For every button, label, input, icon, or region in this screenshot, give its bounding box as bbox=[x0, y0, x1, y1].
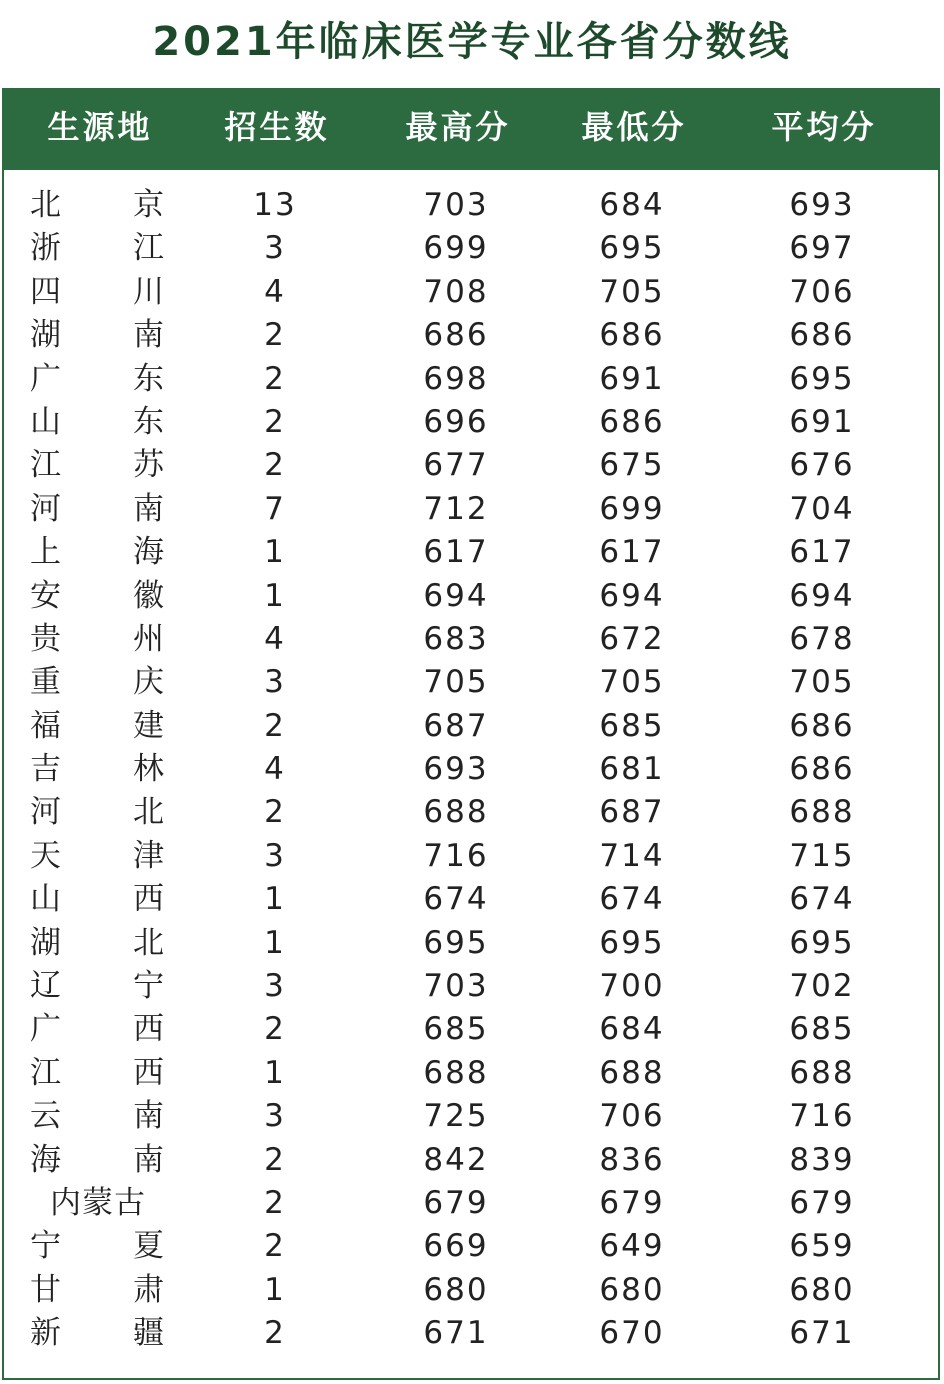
cell-min-score: 685 bbox=[599, 707, 665, 744]
cell-min-score: 714 bbox=[599, 837, 665, 874]
cell-min-score: 688 bbox=[599, 1054, 665, 1091]
cell-avg-score: 706 bbox=[789, 273, 855, 310]
cell-avg-score: 671 bbox=[789, 1315, 855, 1352]
table-row bbox=[0, 401, 944, 444]
cell-min-score: 617 bbox=[599, 534, 665, 571]
cell-province: 湖 北 bbox=[30, 924, 166, 961]
cell-max-score: 680 bbox=[423, 1271, 489, 1308]
cell-province: 江 苏 bbox=[30, 447, 166, 484]
cell-max-score: 725 bbox=[423, 1098, 489, 1135]
cell-avg-score: 680 bbox=[789, 1271, 855, 1308]
cell-province: 河 北 bbox=[30, 794, 166, 831]
table-row bbox=[0, 488, 944, 531]
table-row bbox=[0, 661, 944, 704]
table-row bbox=[0, 922, 944, 965]
table-row bbox=[0, 314, 944, 357]
cell-max-score: 842 bbox=[423, 1141, 489, 1178]
table-row bbox=[0, 1182, 944, 1225]
cell-min-score: 684 bbox=[599, 1011, 665, 1048]
cell-avg-score: 715 bbox=[789, 837, 855, 874]
cell-avg-score: 678 bbox=[789, 620, 855, 657]
cell-min-score: 699 bbox=[599, 490, 665, 527]
cell-province: 海 南 bbox=[30, 1141, 166, 1178]
table-row bbox=[0, 1008, 944, 1051]
table-row bbox=[0, 1312, 944, 1355]
cell-max-score: 696 bbox=[423, 403, 489, 440]
cell-max-score: 677 bbox=[423, 447, 489, 484]
cell-enrollment: 2 bbox=[264, 1228, 286, 1265]
cell-avg-score: 693 bbox=[789, 187, 855, 223]
cell-min-score: 680 bbox=[599, 1271, 665, 1308]
cell-min-score: 674 bbox=[599, 881, 665, 918]
cell-enrollment: 2 bbox=[264, 794, 286, 831]
cell-avg-score: 839 bbox=[789, 1141, 855, 1178]
cell-min-score: 695 bbox=[599, 230, 665, 267]
table-row bbox=[0, 575, 944, 618]
cell-min-score: 675 bbox=[599, 447, 665, 484]
cell-max-score: 699 bbox=[423, 230, 489, 267]
cell-enrollment: 4 bbox=[264, 620, 286, 657]
table-row bbox=[0, 878, 944, 921]
cell-avg-score: 676 bbox=[789, 447, 855, 484]
cell-province: 云 南 bbox=[30, 1098, 166, 1135]
cell-min-score: 687 bbox=[599, 794, 665, 831]
cell-max-score: 671 bbox=[423, 1315, 489, 1352]
table-row bbox=[0, 1095, 944, 1138]
cell-min-score: 706 bbox=[599, 1098, 665, 1135]
cell-province: 北 京 bbox=[30, 187, 166, 223]
cell-min-score: 672 bbox=[599, 620, 665, 657]
cell-max-score: 694 bbox=[423, 577, 489, 614]
cell-max-score: 617 bbox=[423, 534, 489, 571]
header-avg-score: 平均分 bbox=[771, 108, 877, 146]
cell-enrollment: 3 bbox=[264, 664, 286, 701]
cell-province: 吉 林 bbox=[30, 751, 166, 788]
cell-province: 甘 肃 bbox=[30, 1271, 166, 1308]
cell-avg-score: 686 bbox=[789, 317, 855, 354]
cell-enrollment: 1 bbox=[264, 577, 286, 614]
cell-min-score: 679 bbox=[599, 1184, 665, 1221]
table-row bbox=[0, 705, 944, 748]
cell-province: 天 津 bbox=[30, 837, 166, 874]
cell-enrollment: 1 bbox=[264, 534, 286, 571]
table-row bbox=[0, 444, 944, 487]
cell-avg-score: 716 bbox=[789, 1098, 855, 1135]
table-row bbox=[0, 965, 944, 1008]
cell-min-score: 686 bbox=[599, 317, 665, 354]
table-row bbox=[0, 358, 944, 401]
cell-avg-score: 705 bbox=[789, 664, 855, 701]
cell-max-score: 705 bbox=[423, 664, 489, 701]
table-row bbox=[0, 791, 944, 834]
cell-enrollment: 2 bbox=[264, 1011, 286, 1048]
cell-province: 湖 南 bbox=[30, 317, 166, 354]
cell-enrollment: 3 bbox=[264, 1098, 286, 1135]
table-row bbox=[0, 1225, 944, 1268]
cell-enrollment: 1 bbox=[264, 1054, 286, 1091]
cell-province: 安 徽 bbox=[30, 577, 166, 614]
cell-avg-score: 691 bbox=[789, 403, 855, 440]
table-row bbox=[0, 835, 944, 878]
cell-min-score: 705 bbox=[599, 273, 665, 310]
cell-min-score: 681 bbox=[599, 751, 665, 788]
cell-enrollment: 2 bbox=[264, 360, 286, 397]
cell-avg-score: 617 bbox=[789, 534, 855, 571]
cell-max-score: 716 bbox=[423, 837, 489, 874]
cell-province: 宁 夏 bbox=[30, 1228, 166, 1265]
cell-max-score: 698 bbox=[423, 360, 489, 397]
cell-avg-score: 686 bbox=[789, 751, 855, 788]
cell-province: 浙 江 bbox=[30, 230, 166, 267]
cell-enrollment: 1 bbox=[264, 1271, 286, 1308]
cell-max-score: 688 bbox=[423, 1054, 489, 1091]
table-body bbox=[0, 184, 944, 1356]
cell-max-score: 669 bbox=[423, 1228, 489, 1265]
cell-max-score: 703 bbox=[423, 187, 489, 223]
page-title: 2021年临床医学专业各省分数线 bbox=[152, 19, 792, 65]
cell-enrollment: 2 bbox=[264, 1141, 286, 1178]
table-row bbox=[0, 531, 944, 574]
cell-avg-score: 679 bbox=[789, 1184, 855, 1221]
cell-enrollment: 2 bbox=[264, 317, 286, 354]
table-row bbox=[0, 1269, 944, 1312]
header-min-score: 最低分 bbox=[581, 108, 687, 146]
cell-avg-score: 704 bbox=[789, 490, 855, 527]
cell-avg-score: 694 bbox=[789, 577, 855, 614]
cell-min-score: 686 bbox=[599, 403, 665, 440]
cell-province: 贵 州 bbox=[30, 620, 166, 657]
cell-max-score: 687 bbox=[423, 707, 489, 744]
cell-enrollment: 4 bbox=[264, 273, 286, 310]
cell-province: 广 西 bbox=[30, 1011, 166, 1048]
cell-min-score: 695 bbox=[599, 924, 665, 961]
cell-province: 内蒙古 bbox=[50, 1184, 146, 1221]
cell-enrollment: 1 bbox=[264, 881, 286, 918]
cell-province: 山 西 bbox=[30, 881, 166, 918]
cell-min-score: 694 bbox=[599, 577, 665, 614]
cell-province: 上 海 bbox=[30, 534, 166, 571]
cell-min-score: 700 bbox=[599, 968, 665, 1005]
cell-max-score: 703 bbox=[423, 968, 489, 1005]
cell-max-score: 695 bbox=[423, 924, 489, 961]
cell-province: 山 东 bbox=[30, 403, 166, 440]
table-row bbox=[0, 1052, 944, 1095]
cell-province: 辽 宁 bbox=[30, 968, 166, 1005]
cell-min-score: 691 bbox=[599, 360, 665, 397]
cell-province: 四 川 bbox=[30, 273, 166, 310]
table-row bbox=[0, 748, 944, 791]
cell-max-score: 686 bbox=[423, 317, 489, 354]
cell-enrollment: 13 bbox=[253, 187, 297, 223]
cell-enrollment: 4 bbox=[264, 751, 286, 788]
cell-avg-score: 686 bbox=[789, 707, 855, 744]
cell-min-score: 670 bbox=[599, 1315, 665, 1352]
cell-avg-score: 702 bbox=[789, 968, 855, 1005]
table-row bbox=[0, 271, 944, 314]
cell-max-score: 674 bbox=[423, 881, 489, 918]
cell-avg-score: 659 bbox=[789, 1228, 855, 1265]
cell-province: 新 疆 bbox=[30, 1315, 166, 1352]
cell-enrollment: 2 bbox=[264, 403, 286, 440]
cell-max-score: 693 bbox=[423, 751, 489, 788]
cell-max-score: 712 bbox=[423, 490, 489, 527]
cell-province: 江 西 bbox=[30, 1054, 166, 1091]
cell-avg-score: 697 bbox=[789, 230, 855, 267]
cell-avg-score: 695 bbox=[789, 924, 855, 961]
cell-province: 重 庆 bbox=[30, 664, 166, 701]
cell-avg-score: 688 bbox=[789, 794, 855, 831]
cell-enrollment: 7 bbox=[264, 490, 286, 527]
cell-max-score: 679 bbox=[423, 1184, 489, 1221]
cell-province: 福 建 bbox=[30, 707, 166, 744]
cell-enrollment: 2 bbox=[264, 1315, 286, 1352]
cell-min-score: 705 bbox=[599, 664, 665, 701]
header-enrollment: 招生数 bbox=[224, 108, 330, 146]
cell-avg-score: 688 bbox=[789, 1054, 855, 1091]
cell-enrollment: 1 bbox=[264, 924, 286, 961]
cell-avg-score: 695 bbox=[789, 360, 855, 397]
cell-avg-score: 674 bbox=[789, 881, 855, 918]
cell-max-score: 685 bbox=[423, 1011, 489, 1048]
cell-max-score: 683 bbox=[423, 620, 489, 657]
cell-enrollment: 2 bbox=[264, 707, 286, 744]
cell-enrollment: 3 bbox=[264, 837, 286, 874]
cell-max-score: 688 bbox=[423, 794, 489, 831]
cell-max-score: 708 bbox=[423, 273, 489, 310]
header-max-score: 最高分 bbox=[405, 108, 511, 146]
table-row bbox=[0, 184, 944, 227]
cell-min-score: 836 bbox=[599, 1141, 665, 1178]
table-row bbox=[0, 618, 944, 661]
cell-enrollment: 3 bbox=[264, 230, 286, 267]
cell-enrollment: 2 bbox=[264, 447, 286, 484]
cell-avg-score: 685 bbox=[789, 1011, 855, 1048]
table-row bbox=[0, 227, 944, 270]
cell-province: 广 东 bbox=[30, 360, 166, 397]
table-row bbox=[0, 1139, 944, 1182]
cell-province: 河 南 bbox=[30, 490, 166, 527]
cell-min-score: 649 bbox=[599, 1228, 665, 1265]
cell-enrollment: 2 bbox=[264, 1184, 286, 1221]
header-origin: 生源地 bbox=[47, 108, 153, 146]
cell-min-score: 684 bbox=[599, 187, 665, 223]
cell-enrollment: 3 bbox=[264, 968, 286, 1005]
